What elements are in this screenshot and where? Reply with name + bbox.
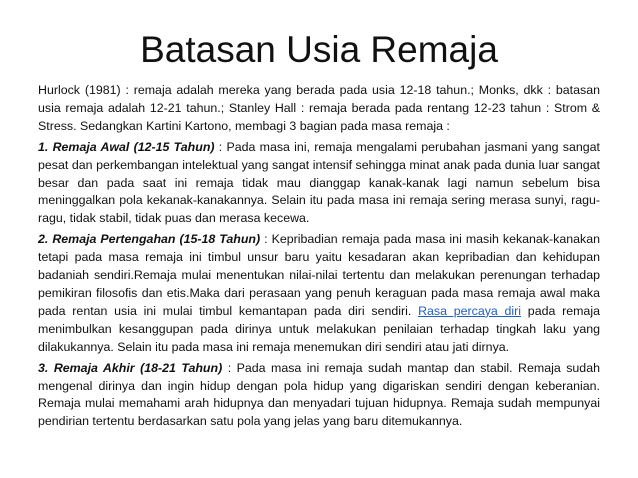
section-middle-adolescence [38,231,600,356]
section-text: : Pada masa ini, remaja mengalami perubahan jasmani yang sangat pesat dan perkembangan intelektual yang sangat intensif sehingga minat anak pada dunia luar sangat besar dan pada saat ini remaja tidak mau dianggap kanak-kanak lagi namun sebelum bisa meninggalkan pola kekanak-kanakannya. Selain itu pada masa ini remaja sering merasa sunyi, ragu-ragu, tidak stabil, tidak puas dan merasa kecewa. [38,139,600,226]
intro-paragraph: Hurlock (1981) : remaja adalah mereka yang berada pada usia 12-18 tahun.; Monks, dkk : batasan usia remaja adalah 12-21 tahun.; Stanley Hall : remaja berada pada rentang 12-23 tahun : Strom & Stress. Sedangkan Kartini Kartono, membagi 3 bagian pada masa remaja : [38,83,600,133]
section-number: 2. [38,232,49,247]
section-heading: Remaja Awal (12-15 Tahun) [52,139,215,154]
section-late-adolescence [38,360,600,432]
slide-title: Batasan Usia Remaja [140,29,498,70]
section-early-adolescence [38,139,600,229]
section-heading: Remaja Akhir (18-21 Tahun) [53,360,223,375]
section-heading: Remaja Pertengahan (15-18 Tahun) [52,232,261,247]
section-text: : Kepribadian remaja pada masa ini masih kekanak-kanakan tetapi pada masa remaja ini timbul unsur baru yaitu kesadaran akan kepribadian dan kehidupan badaniah sendiri.Remaja mulai menentukan nilai-nilai tertentu dan melakukan perenungan terhadap pemikiran filosofis dan etis.Maka dari perasaan yang penuh keraguan pada masa remaja awal maka pada rentan usia ini mulai timbul kemantapan pada diri sendiri. [38,232,600,318]
rasa-percaya-diri-link[interactable]: Rasa percaya diri [418,303,522,318]
section-number: 3. [38,360,49,375]
section-number: 1. [38,139,49,154]
section-text-continued: pada remaja menimbulkan kesanggupan pada dirinya untuk melakukan penilaian terhadap tingkah laku yang dilakukannya. Selain itu pada masa ini remaja menemukan diri sendiri atau jati dirnya. [38,303,600,354]
slide-body [38,82,600,434]
section-text: : Pada masa ini remaja sudah mantap dan stabil. Remaja sudah mengenal dirinya dan ingin hidup dengan pola hidup yang digariskan sendiri dengan keberanian. Remaja mulai memahami arah hidupnya dan menyadari tujuan hidupnya. Remaja sudah mempunyai pendirian tertentu berdasarkan satu pola yang jelas yang baru ditemukannya. [38,360,600,429]
